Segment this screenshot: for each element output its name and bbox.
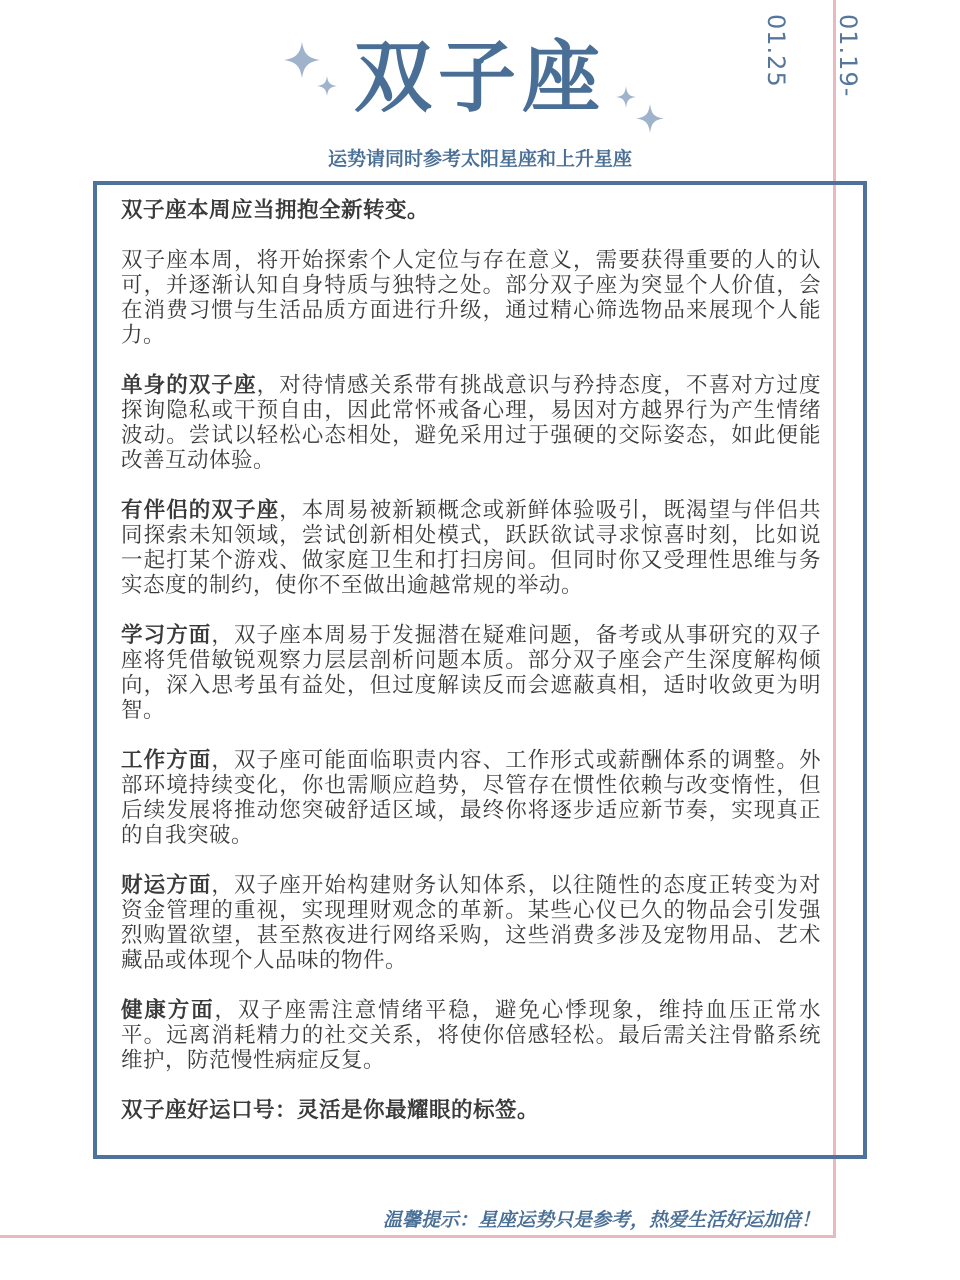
horoscope-content bbox=[121, 198, 821, 1148]
subtitle: 运势请同时参考太阳星座和上升星座 bbox=[327, 148, 632, 170]
section-study bbox=[121, 623, 821, 723]
section-text: ，对待情感关系带有挑战意识与矜持态度，不喜对方过度探询隐私或干预自由，因此常怀戒备心理，易因对方越界行为产生情绪波动。尝试以轻松心态相处，避免采用过于强硬的交际姿态，如此便能改善互动体验。 bbox=[121, 373, 821, 473]
lead-sentence: 双子座本周应当拥抱全新转变。 bbox=[121, 198, 430, 223]
section-text: ，本周易被新颖概念或新鲜体验吸引，既渴望与伴侣共同探索未知领域，尝试创新相处模式，跃跃欲试寻求惊喜时刻，比如说一起打某个游戏、做家庭卫生和打扫房间。但同时你又受理性思维与务实态度的制约，使你不至做出逾越常规的举动。 bbox=[121, 498, 821, 598]
section-text: ，双子座需注意情绪平稳，避免心悸现象，维持血压正常水平。远离消耗精力的社交关系，将使你倍感轻松。最后需关注骨骼系统维护，防范慢性病症反复。 bbox=[121, 998, 821, 1073]
section-text: ，双子座本周易于发掘潜在疑难问题，备考或从事研究的双子座将凭借敏锐观察力层层剖析问题本质。部分双子座会产生深度解构倾向，深入思考虽有益处，但过度解读反而会遮蔽真相，适时收敛更为明智。 bbox=[121, 623, 821, 723]
section-text: ，双子座开始构建财务认知体系，以往随性的态度正转变为对资金管理的重视，实现理财观念的革新。某些心仪已久的物品会引发强烈购置欲望，甚至熬夜进行网络采购，这些消费多涉及宠物用品、艺术藏品或体现个人品味的物件。 bbox=[121, 873, 821, 973]
section-label: 有伴侣的双子座 bbox=[121, 498, 280, 523]
section-single bbox=[121, 373, 821, 473]
section-label: 工作方面 bbox=[121, 748, 212, 773]
section-label: 健康方面 bbox=[121, 998, 215, 1023]
section-couple bbox=[121, 498, 821, 598]
footer-tip: 温馨提示：星座运势只是参考，热爱生活好运加倍！ bbox=[382, 1209, 820, 1231]
section-label: 学习方面 bbox=[121, 623, 212, 648]
lucky-slogan: 双子座好运口号：灵活是你最耀眼的标签。 bbox=[121, 1098, 540, 1123]
section-text: ，双子座可能面临职责内容、工作形式或薪酬体系的调整。外部环境持续变化，你也需顺应趋势，尽管存在惯性依赖与改变惰性，但后续发展将推动您突破舒适区域，最终你将逐步适应新节奏，实现真正的自我突破。 bbox=[121, 748, 821, 848]
section-wealth bbox=[121, 873, 821, 973]
section-health bbox=[121, 998, 821, 1073]
section-label: 单身的双子座 bbox=[121, 373, 257, 398]
date-range: 01.19-01.25 bbox=[762, 14, 862, 98]
section-label: 财运方面 bbox=[121, 873, 212, 898]
section-work bbox=[121, 748, 821, 848]
intro-paragraph: 双子座本周，将开始探索个人定位与存在意义，需要获得重要的人的认可，并逐渐认知自身特质与独特之处。部分双子座为突显个人价值，会在消费习惯与生活品质方面进行升级，通过精心筛选物品来展现个人能力。 bbox=[121, 248, 821, 348]
page-title: 双子座 bbox=[353, 33, 606, 123]
pink-horizontal-line bbox=[0, 1235, 836, 1238]
